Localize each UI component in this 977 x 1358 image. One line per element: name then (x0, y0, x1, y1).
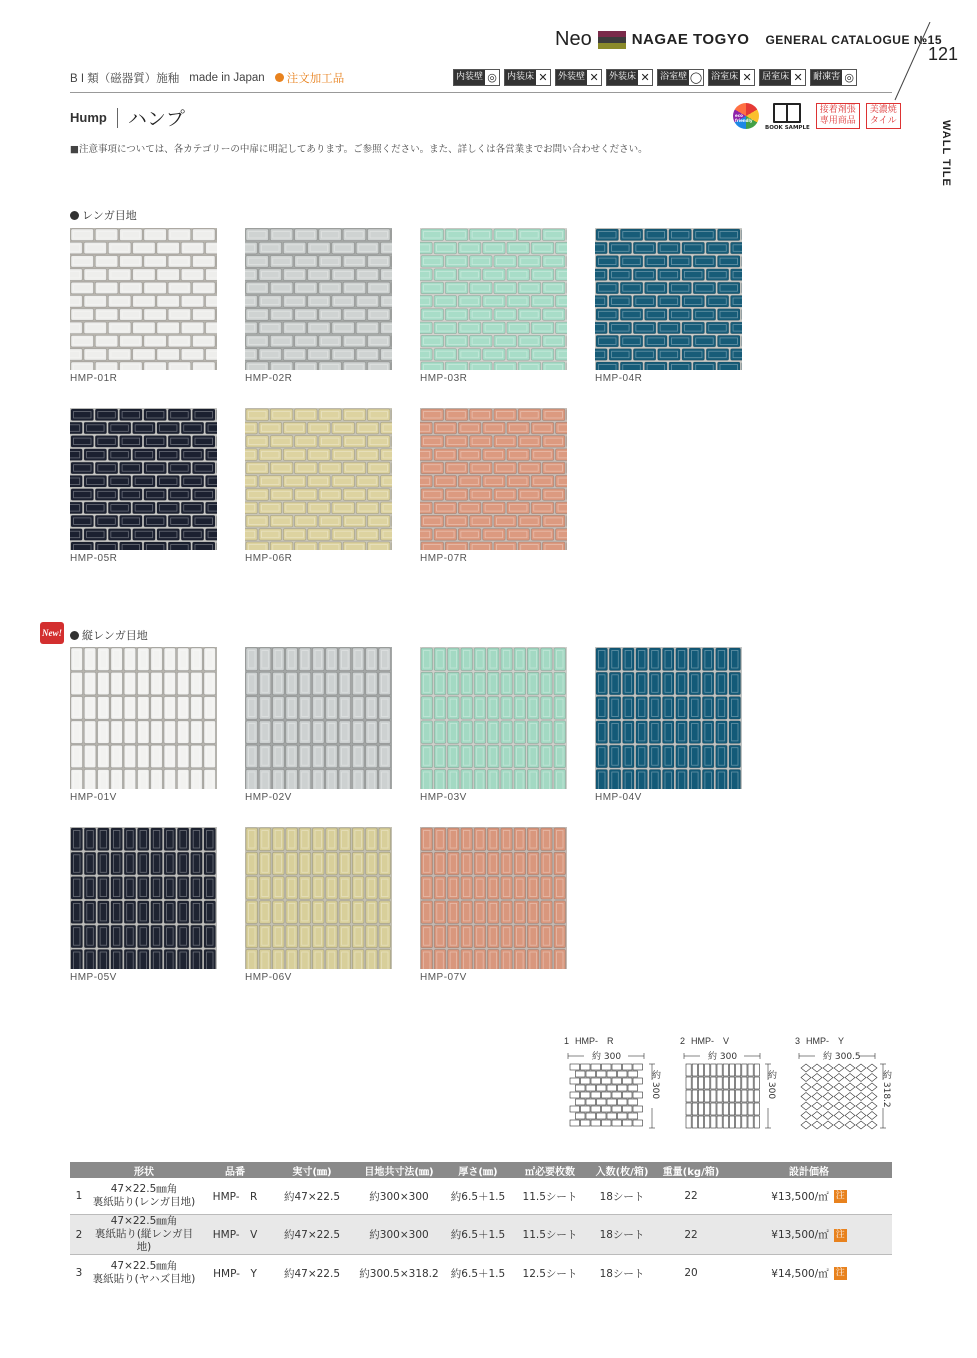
usage-label: 浴室壁 (658, 70, 689, 85)
row-weight: 20 (684, 1267, 698, 1279)
usage-item (810, 69, 857, 86)
page-number: 121 (928, 44, 959, 64)
row-thick: 約6.5＋1.5 (444, 1215, 512, 1255)
row-thick: 約6.5＋1.5 (450, 1267, 506, 1280)
diagram-no: 3 (795, 1036, 801, 1046)
row-per-m2: 11.5シート (522, 1190, 578, 1203)
tile-code: HMP-05V (70, 972, 117, 983)
order-dot-icon (275, 73, 284, 82)
tile-swatch (245, 827, 392, 969)
row-weight: 22 (684, 1190, 698, 1202)
usage-mark-icon: ◎ (842, 70, 856, 85)
usage-mark-icon: ✕ (638, 70, 652, 85)
section-label-vertical (70, 627, 148, 643)
diagram-title (564, 1034, 614, 1047)
section-title: 縦レンガ目地 (82, 629, 148, 642)
usage-label: 内装床 (505, 70, 536, 85)
usage-label: 内装壁 (454, 70, 485, 85)
mino-line: 美濃焼 (869, 105, 897, 115)
tile-pattern (420, 827, 567, 969)
table-row (70, 1215, 892, 1255)
row-per-m2: 11.5シート (512, 1215, 588, 1255)
row-no: 1 (75, 1190, 83, 1202)
tile-pattern (245, 228, 392, 370)
row-per-box: 18シート (599, 1267, 645, 1280)
new-badge-icon: New! (40, 622, 64, 644)
usage-item (504, 69, 551, 86)
eco-friendly-icon (733, 103, 759, 129)
diagram-code: HMP- R (575, 1036, 614, 1046)
order-label: 注文加工品 (286, 73, 345, 85)
section-title: レンガ目地 (82, 209, 137, 222)
tile-class: B I 類（磁器質）施釉 (70, 73, 180, 85)
row-no: 2 (70, 1215, 88, 1255)
diagram-height: 約 300 (766, 1070, 776, 1100)
usage-item (657, 69, 704, 86)
book-sample-badge (765, 103, 810, 131)
tile-code: HMP-03V (420, 792, 467, 803)
tile-code: HMP-02R (245, 373, 293, 384)
diagram-no: 2 (680, 1036, 686, 1046)
price-value: ¥13,500/㎡ (771, 1190, 829, 1203)
usage-item (708, 69, 755, 86)
usage-icons (453, 69, 857, 86)
book-icon (773, 103, 801, 123)
tile-pattern (420, 228, 567, 370)
col-no (70, 1162, 88, 1178)
side-label: WALL TILE (940, 120, 952, 187)
adhesive-line: 専用商品 (819, 116, 856, 126)
adhesive-badge (816, 103, 860, 129)
tile-code: HMP-01V (70, 792, 117, 803)
tile-code: HMP-02V (245, 792, 292, 803)
col-thick: 厚さ(㎜) (444, 1162, 512, 1178)
tile-code: HMP-07V (420, 972, 467, 983)
tile-swatch (595, 647, 742, 789)
shape-backing: 裏紙貼り(レンガ目地) (92, 1196, 196, 1208)
tile-pattern (70, 408, 217, 550)
col-shape: 形状 (88, 1162, 200, 1178)
price-value: ¥14,500/㎡ (771, 1267, 829, 1280)
tile-swatch (70, 408, 217, 550)
mino-line: タイル (869, 116, 897, 126)
tile-code: HMP-07R (420, 553, 468, 564)
brand-maker: NAGAE TOGYO (631, 31, 750, 48)
diagram-width: 約 300 (592, 1052, 622, 1062)
row-code: HMP- Y (213, 1267, 257, 1280)
row-per-box: 18シート (599, 1190, 645, 1203)
col-per-m2: ㎡必要枚数 (512, 1162, 588, 1178)
order-note-icon: 注 (835, 1229, 845, 1240)
price-value: ¥13,500/㎡ (771, 1229, 829, 1241)
tile-swatch (420, 827, 567, 969)
row-no: 3 (75, 1267, 83, 1279)
shape-size: 47×22.5㎜角 (110, 1183, 178, 1195)
diagram-code: HMP- V (691, 1036, 730, 1046)
order-note-icon: 注 (835, 1191, 845, 1201)
table-row (70, 1255, 892, 1292)
tile-pattern (245, 408, 392, 550)
col-price: 設計価格 (726, 1162, 892, 1178)
spec-line (70, 70, 344, 86)
usage-mark-icon: ✕ (791, 70, 805, 85)
row-joint: 約300×300 (354, 1215, 444, 1255)
origin: made in Japan (189, 72, 265, 84)
usage-mark-icon: ✕ (536, 70, 550, 85)
diagram-height: 約 318.2 (881, 1070, 891, 1108)
tile-code: HMP-06V (245, 972, 292, 983)
diagram-height: 約 300 (650, 1070, 660, 1100)
usage-item (453, 69, 500, 86)
row-shape (88, 1255, 200, 1292)
usage-label: 耐凍害 (811, 70, 842, 85)
header-rule (70, 92, 892, 93)
row-code: HMP- R (212, 1190, 258, 1203)
adhesive-line: 接着剤張 (819, 105, 856, 115)
tile-swatch (420, 647, 567, 789)
tile-code: HMP-04V (595, 792, 642, 803)
mino-ware-badge (866, 103, 901, 129)
usage-label: 居室床 (760, 70, 791, 85)
row-price (726, 1215, 892, 1255)
usage-label: 浴室床 (709, 70, 740, 85)
usage-item (555, 69, 602, 86)
diagram-width: 約 300.5 (823, 1052, 861, 1062)
bullet-icon (70, 631, 79, 640)
tile-pattern (70, 647, 217, 789)
catalogue-name: GENERAL CATALOGUE №15 (765, 32, 943, 47)
tile-code: HMP-05R (70, 553, 118, 564)
book-sample-label: BOOK SAMPLE (765, 125, 810, 131)
order-indicator (275, 70, 345, 86)
usage-mark-icon: ✕ (587, 70, 601, 85)
brand-neo: Neo (555, 28, 592, 50)
series-title-jp: ハンプ (127, 108, 185, 130)
row-joint: 約300.5×318.2 (359, 1267, 439, 1280)
tile-pattern (245, 647, 392, 789)
logo-stripe (598, 43, 626, 49)
series-title (70, 104, 185, 131)
row-price (726, 1178, 892, 1215)
section-label-running (70, 207, 137, 223)
title-divider (117, 108, 118, 128)
usage-mark-icon: ◯ (689, 71, 703, 84)
usage-label: 外装床 (607, 70, 638, 85)
diagram-title (680, 1034, 729, 1047)
row-per-m2: 12.5シート (522, 1267, 578, 1280)
row-shape (88, 1178, 200, 1215)
col-per-box: 入数(枚/箱) (588, 1162, 656, 1178)
col-joint: 目地共寸法(㎜) (354, 1162, 444, 1178)
row-weight: 22 (656, 1215, 726, 1255)
row-price (726, 1255, 892, 1292)
tile-code: HMP-06R (245, 553, 293, 564)
shape-size: 47×22.5㎜角 (110, 1260, 178, 1272)
shape-backing: 裏紙貼り(縦レンガ目地) (94, 1228, 194, 1253)
brand-header (555, 28, 942, 51)
badges (733, 103, 901, 131)
row-thick: 約6.5＋1.5 (450, 1190, 506, 1203)
shape-size: 47×22.5㎜角 (110, 1215, 178, 1227)
tile-swatch (70, 228, 217, 370)
usage-item (759, 69, 806, 86)
diagram-width: 約 300 (708, 1052, 738, 1062)
col-size: 実寸(㎜) (270, 1162, 354, 1178)
row-shape (88, 1215, 200, 1255)
row-per-box: 18シート (588, 1215, 656, 1255)
usage-mark-icon: ✕ (740, 70, 754, 85)
tile-swatch (245, 228, 392, 370)
tile-swatch (70, 647, 217, 789)
diagram-code: HMP- Y (806, 1036, 845, 1046)
caution-note: ■注意事項については、各カテゴリーの中扉に明記してあります。ご参照ください。また、詳しくは各営業までお問い合わせください。 (70, 144, 648, 155)
row-joint: 約300×300 (369, 1190, 429, 1203)
tile-swatch (245, 647, 392, 789)
usage-label: 外装壁 (556, 70, 587, 85)
table-row (70, 1178, 892, 1215)
bullet-icon (70, 211, 79, 220)
tile-swatch (420, 408, 567, 550)
tile-pattern (70, 827, 217, 969)
usage-item (606, 69, 653, 86)
tile-pattern (70, 228, 217, 370)
tile-code: HMP-01R (70, 373, 118, 384)
row-size: 約47×22.5 (283, 1190, 341, 1203)
col-weight: 重量(kg/箱) (656, 1162, 726, 1178)
row-size: 約47×22.5 (270, 1215, 354, 1255)
shape-backing: 裏紙貼り(ヤハズ目地) (92, 1273, 196, 1285)
tile-pattern (420, 647, 567, 789)
tile-swatch (245, 408, 392, 550)
tile-swatch (70, 827, 217, 969)
tile-swatch (420, 228, 567, 370)
col-code: 品番 (200, 1162, 270, 1178)
spec-table (70, 1162, 892, 1291)
diagram-title (795, 1034, 844, 1047)
tile-code: HMP-03R (420, 373, 468, 384)
tile-swatch (595, 228, 742, 370)
tile-pattern (245, 827, 392, 969)
row-size: 約47×22.5 (283, 1267, 341, 1280)
usage-mark-icon: ◎ (485, 70, 499, 85)
tile-pattern (420, 408, 567, 550)
tile-pattern (595, 647, 742, 789)
row-code: HMP- V (200, 1215, 270, 1255)
order-note-icon: 注 (835, 1268, 845, 1278)
series-title-en: Hump (70, 110, 107, 125)
tile-pattern (595, 228, 742, 370)
table-header-row (70, 1162, 892, 1178)
brand-logo (598, 31, 626, 49)
diagram-no: 1 (564, 1036, 570, 1046)
tile-code: HMP-04R (595, 373, 643, 384)
eco-label: eco friendly (735, 113, 753, 123)
